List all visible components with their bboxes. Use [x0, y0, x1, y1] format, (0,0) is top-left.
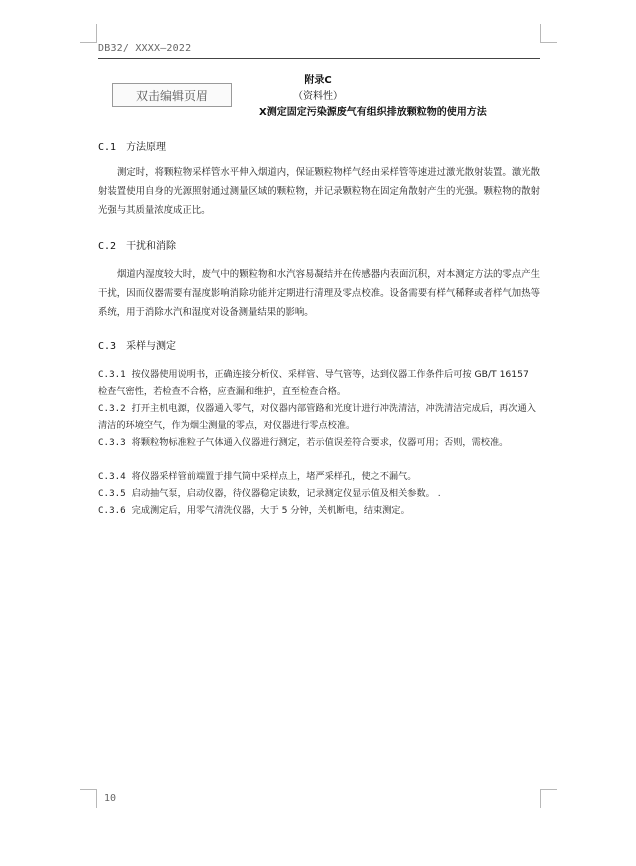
list-item-c36[interactable] — [98, 502, 540, 519]
item-text: 将仪器采样管前端置于排气筒中采样点上，堵严采样孔，使之不漏气。 — [131, 471, 417, 482]
item-text: 打开主机电源，仪器通入零气，对仪器内部管路和光度计进行冲洗清洁，冲洗清洁完成后，再次通入清洁的环境空气，作为烟尘测量的零点，对仪器进行零点校准。 — [98, 403, 536, 431]
section-heading-c3 — [98, 337, 176, 352]
item-number: C.3.4 — [98, 471, 126, 482]
item-number: C.3.2 — [98, 403, 126, 414]
crop-mark-bottom-right — [540, 789, 557, 808]
section-title: 方法原理 — [126, 142, 167, 153]
item-text: 完成测定后，用零气清洗仪器，大于 5 分钟，关机断电，结束测定。 — [131, 505, 410, 516]
item-number: C.3.6 — [98, 505, 126, 516]
list-item-c31[interactable] — [98, 366, 540, 400]
footer-page-number: 10 — [104, 793, 117, 804]
header-standard-code: DB32/ XXXX—2022 — [98, 43, 192, 54]
section-number: C.2 — [98, 241, 117, 252]
crop-mark-bottom-left — [80, 789, 97, 808]
section-paragraph-c2[interactable]: 烟道内湿度较大时，废气中的颗粒物和水汽容易凝结并在传感器内表面沉积，对本测定方法的零点产生干扰，因而仪器需要有湿度影响消除功能并定期进行清理及零点校准。设备需要有样气稀释或者样气加热等系统，用于消除水汽和湿度对设备测量结果的影响。 — [98, 269, 540, 318]
section-heading-c1 — [98, 138, 166, 153]
list-item-c35[interactable] — [98, 485, 540, 502]
item-number: C.3.3 — [98, 437, 126, 448]
section-title: 干扰和消除 — [126, 241, 177, 252]
section-heading-c2 — [98, 237, 176, 252]
item-number: C.3.5 — [98, 488, 126, 499]
appendix-type: （资料性） — [293, 91, 343, 102]
list-item-c32[interactable] — [98, 400, 540, 434]
section-number: C.1 — [98, 142, 117, 153]
item-text: 将颗粒物标准粒子气体通入仪器进行测定，若示值误差符合要求，仪器可用；否则，需校准。 — [131, 437, 509, 448]
section-paragraph-c1[interactable]: 测定时，将颗粒物采样管水平伸入烟道内，保证颗粒物样气经由采样管等速进过激光散射装置。激光散射装置使用自身的光源照射通过测量区域的颗粒物，并记录颗粒物在固定角散射产生的光强。颗粒物的散射光强与其质量浓度成正比。 — [98, 167, 540, 216]
list-item-c33[interactable] — [98, 434, 540, 451]
crop-mark-top-left — [80, 24, 97, 43]
header-divider — [98, 58, 540, 59]
item-text: 按仪器使用说明书，正确连接分析仪、采样管、导气管等，达到仪器工作条件后可按 GB/T 16157 检查气密性，若检查不合格，应查漏和维护，直至检查合格。 — [98, 369, 529, 397]
appendix-title: 附录C — [304, 75, 332, 86]
appendix-subtitle: X测定固定污染源废气有组织排放颗粒物的使用方法 — [259, 107, 487, 118]
crop-mark-top-right — [540, 24, 557, 43]
edit-header-button[interactable]: 双击编辑页眉 — [112, 83, 232, 107]
item-number: C.3.1 — [98, 369, 126, 380]
list-item-c34[interactable] — [98, 468, 540, 485]
section-title: 采样与测定 — [126, 341, 177, 352]
section-number: C.3 — [98, 341, 117, 352]
item-text: 启动抽气泵，启动仪器，待仪器稳定读数，记录测定仪显示值及相关参数。 . — [131, 488, 441, 499]
